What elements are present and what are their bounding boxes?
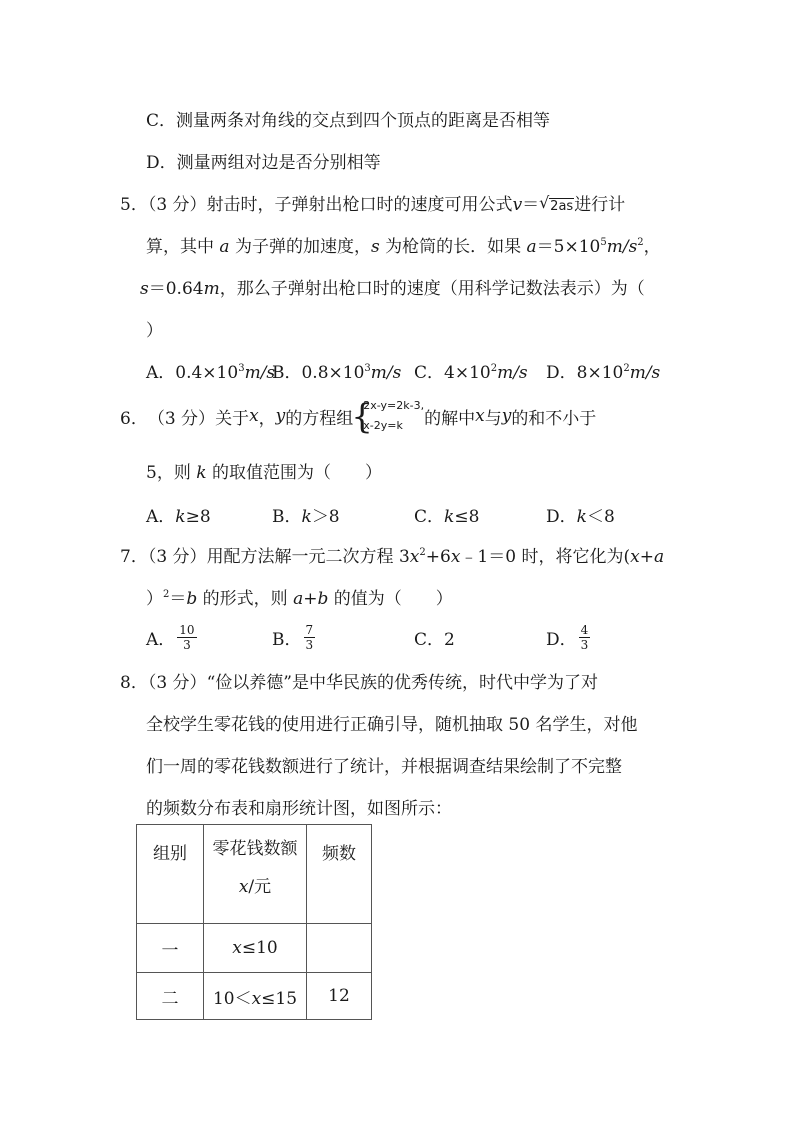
q5-text: 进行计: [574, 195, 626, 215]
cell-group: 一: [137, 924, 204, 973]
q7-option-a: A． $\frac{10}{3}$: [146, 622, 195, 652]
q6-option-d: D．k＜8: [546, 507, 615, 527]
header-group: 组别: [137, 825, 204, 924]
radical-sign: √: [539, 193, 550, 212]
table-row: [137, 973, 372, 1020]
sqrt-formula: [539, 195, 574, 215]
fraction: $\frac{10}{3}$: [179, 622, 195, 652]
q7-option-d: D． $\frac{4}{3}$: [546, 622, 589, 652]
var-y: y: [501, 406, 512, 426]
exponent: 2: [637, 237, 644, 248]
header-frequency: 频数: [307, 825, 372, 924]
equals: ＝: [522, 195, 540, 215]
q6-option-a: A．k≥8: [146, 507, 211, 527]
q7-option-c: C．2: [414, 629, 455, 650]
q5-option-d: D．$8\times 10^2m/s$: [546, 363, 661, 383]
frequency-table: [136, 824, 372, 1020]
table-row: [137, 924, 372, 973]
q8-line-4: 的频数分布表和扇形统计图，如图所示：: [146, 799, 452, 819]
sqrt-content: 2as: [550, 199, 574, 214]
var-a: a: [526, 237, 537, 257]
q5-text: ，: [643, 237, 661, 257]
var-y: y: [275, 406, 286, 426]
q5-option-a: A．$0.4\times 10^3m/s$: [146, 363, 276, 383]
q4-option-c: C．测量两条对角线的交点到四个顶点的距离是否相等: [146, 111, 551, 131]
equation-2: x-2y=k: [363, 419, 403, 432]
q5-text: 为子弹的加速度，: [229, 237, 371, 257]
var-x: x: [475, 406, 485, 426]
var-x: x: [249, 406, 259, 426]
q6-option-b: B．k＞8: [272, 507, 340, 527]
q5-score: （3 分）: [147, 195, 207, 215]
q6-score: （3 分）: [147, 408, 216, 429]
equation-system: [353, 396, 424, 436]
brace: {: [351, 397, 373, 437]
table-header-row: [137, 825, 372, 924]
q8-line-1: 8．（3 分）“俭以养德”是中华民族的优秀传统，时代中学为了对: [120, 673, 598, 693]
q7-option-b: B． $\frac{7}{3}$: [272, 622, 314, 652]
q8-line-2: 全校学生零花钱的使用进行正确引导，随机抽取 50 名学生，对他: [146, 715, 638, 735]
cell-group: 二: [137, 973, 204, 1020]
equation-1: 2x-y=2k-3,: [363, 399, 425, 412]
q6-text: 的和不小于: [511, 408, 597, 429]
q5-text: 射击时，子弹射出枪口时的速度可用公式: [206, 195, 513, 215]
cell-frequency: 12: [307, 973, 372, 1020]
q6-number: 6．: [120, 408, 148, 429]
unit: m: [203, 279, 220, 299]
q5-option-c: C．$4\times 10^2m/s$: [414, 363, 528, 383]
q6-line-2: 5，则 k 的取值范围为（ ）: [146, 463, 382, 483]
q5-text: ，那么子弹射出枪口时的速度（用科学记数法表示）为（: [219, 279, 645, 299]
q5-option-b: B．$0.8\times 10^3m/s$: [272, 363, 402, 383]
q5-line-3: [140, 274, 645, 299]
q6-text: 的解中: [424, 408, 476, 429]
q5-text: ＝0.64: [148, 279, 204, 299]
fraction: $\frac{7}{3}$: [305, 622, 314, 652]
q4-option-d: D．测量两组对边是否分别相等: [146, 153, 381, 173]
q6-line-1: [120, 392, 596, 440]
q6-text: 的方程组: [285, 408, 354, 429]
q5-line-4: ）: [146, 321, 163, 341]
var-a: a: [219, 237, 230, 257]
q5-line-2: [146, 232, 661, 257]
var-s: s: [370, 237, 380, 257]
q6-text: 关于: [215, 408, 250, 429]
q7-line-1: 7．（3 分）用配方法解一元二次方程 $3x^2+6x﹣1=0$ 时，将它化为(x+a: [120, 547, 665, 567]
q7-line-2: ）$^2$＝b 的形式，则 a+b 的值为（ ）: [146, 589, 453, 609]
q5-number: 5．: [120, 195, 148, 215]
q6-text: ，: [258, 408, 276, 429]
q8-line-3: 们一周的零花钱数额进行了统计，并根据调查结果绘制了不完整: [146, 757, 622, 777]
var-s: s: [140, 279, 149, 299]
cell-frequency: [307, 924, 372, 973]
q5-line-1: [120, 190, 625, 215]
unit: m/s: [606, 237, 638, 257]
cell-amount: x≤10: [204, 924, 307, 973]
q5-text: 算，其中: [146, 237, 220, 257]
fraction: $\frac{4}{3}$: [580, 622, 589, 652]
header-amount: 零花钱数额 x/元: [204, 825, 307, 924]
q5-text: ＝5×10: [536, 237, 601, 257]
cell-amount: 10＜x≤15: [204, 973, 307, 1020]
q6-option-c: C．k≤8: [414, 507, 480, 527]
q6-text: 与: [484, 408, 502, 429]
q5-text: 为枪筒的长．如果: [379, 237, 527, 257]
exponent: 5: [600, 237, 607, 248]
var-v: v: [512, 195, 523, 215]
